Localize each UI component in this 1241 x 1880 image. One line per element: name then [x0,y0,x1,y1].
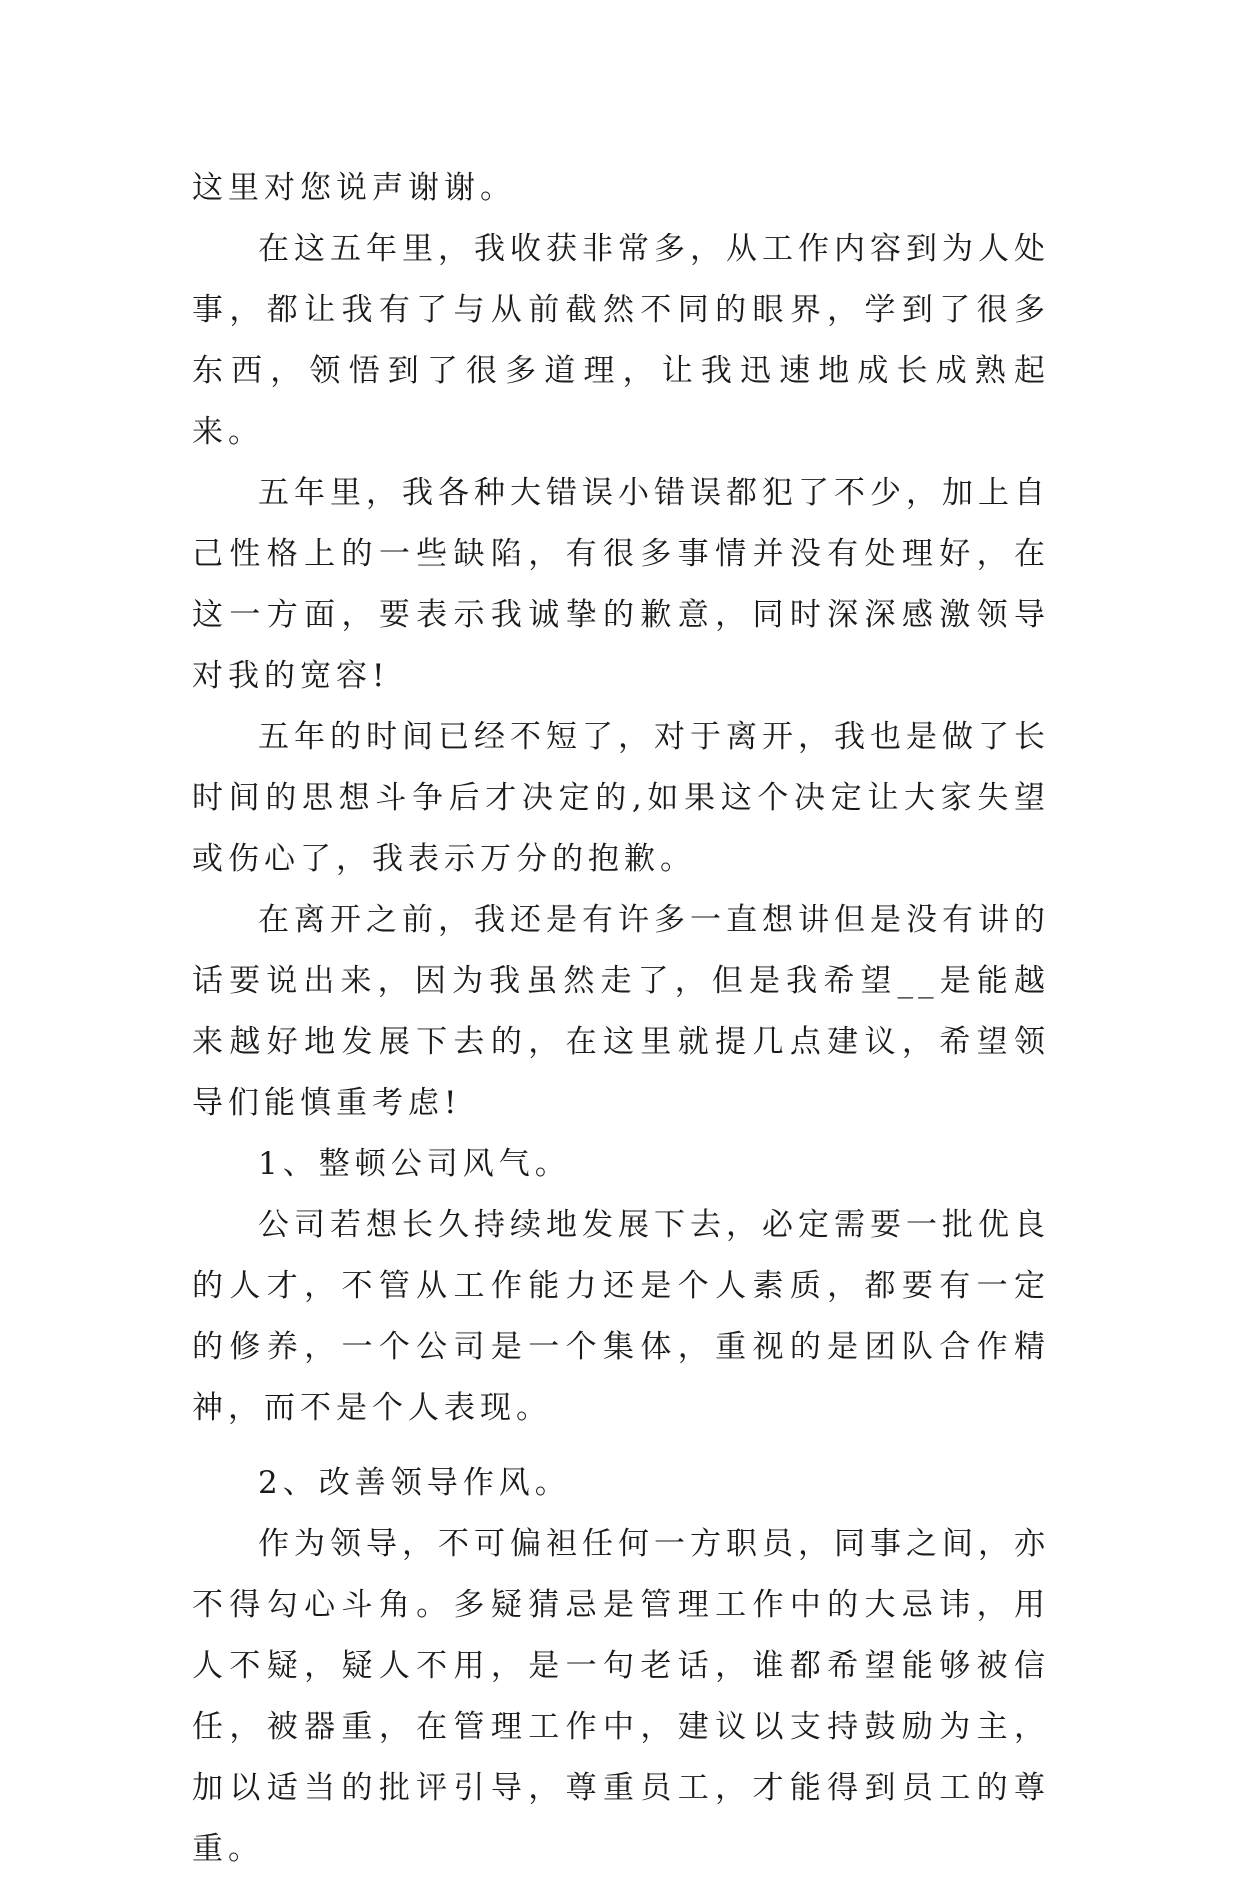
paragraph-suggestions-intro: 在离开之前，我还是有许多一直想讲但是没有讲的话要说出来，因为我虽然走了，但是我希望__是能越来越好地发展下去的，在这里就提几点建议，希望领导们能慎重考虑! [192,902,1050,1121]
paragraph-gains: 在这五年里，我收获非常多，从工作内容到为人处事，都让我有了与从前截然不同的眼界，学到了很多东西，领悟到了很多道理，让我迅速地成长成熟起来。 [192,231,1050,450]
paragraph-suggestion-2: 作为领导，不可偏袒任何一方职员，同事之间，亦不得勾心斗角。多疑猜忌是管理工作中的大忌讳，用人不疑，疑人不用，是一句老话，谁都希望能够被信任，被器重，在管理工作中，建议以支持鼓励为主，加以适当的批评引导，尊重员工，才能得到员工的尊重。 [192,1526,1050,1867]
paragraph-apology: 五年里，我各种大错误小错误都犯了不少，加上自己性格上的一些缺陷，有很多事情并没有处理好，在这一方面，要表示我诚挚的歉意，同时深深感激领导对我的宽容! [192,475,1050,694]
paragraph-suggestion-1: 公司若想长久持续地发展下去，必定需要一批优良的人才，不管从工作能力还是个人素质，都要有一定的修养，一个公司是一个集体，重视的是团队合作精神，而不是个人表现。 [192,1207,1050,1426]
suggestion-heading-1: 1、整顿公司风气。 [258,1146,571,1182]
paragraph-decision: 五年的时间已经不短了，对于离开，我也是做了长时间的思想斗争后才决定的,如果这个决定让大家失望或伤心了，我表示万分的抱歉。 [192,719,1050,877]
document-body [192,158,1050,1880]
paragraph-continuation: 这里对您说声谢谢。 [192,170,516,206]
suggestion-heading-2: 2、改善领导作风。 [258,1465,571,1501]
